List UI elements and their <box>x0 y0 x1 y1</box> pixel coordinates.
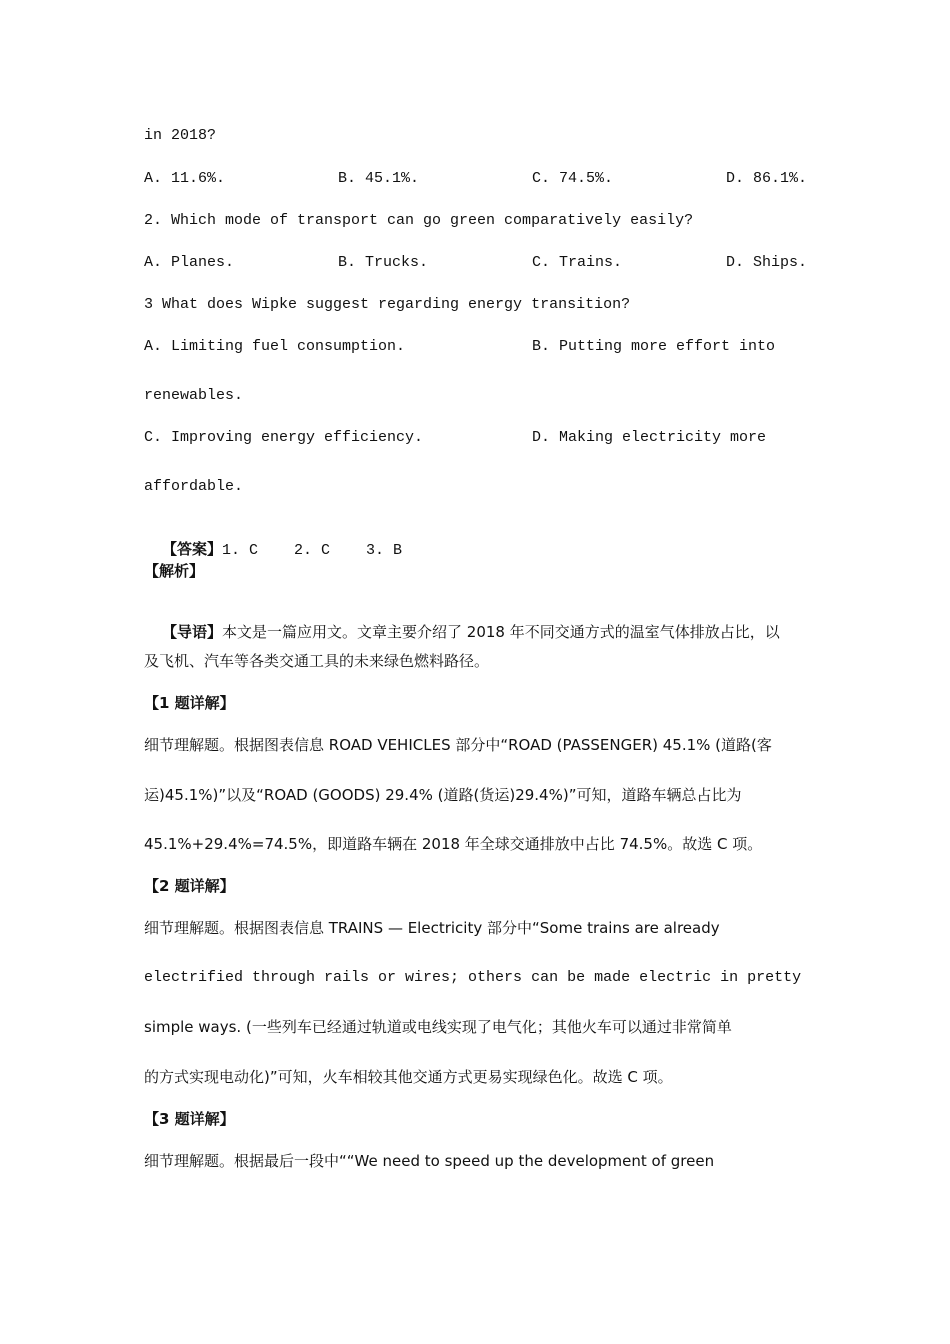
q3-option-b: B. Putting more effort into <box>532 338 776 355</box>
answer-text: 1. C 2. C 3. B <box>222 542 403 559</box>
question-1-stem-tail: in 2018? <box>144 127 217 144</box>
detail-3-line-1: 细节理解题。根据最后一段中““We need to speed up the development of green <box>144 1152 715 1170</box>
detail-2-line-3: simple ways. (一些列车已经通过轨道或电线实现了电气化；其他火车可以通过非常简单 <box>144 1018 732 1036</box>
answer-line <box>144 519 402 561</box>
analysis-label: 【解析】 <box>144 562 205 580</box>
detail-3-label: 【3 题详解】 <box>144 1110 235 1128</box>
q3-option-d-continuation: affordable. <box>144 478 244 495</box>
question-3-stem: 3 What does Wipke suggest regarding energy transition? <box>144 296 631 313</box>
detail-2-line-4: 的方式实现电动化)”可知，火车相较其他交通方式更易实现绿色化。故选 C 项。 <box>144 1068 673 1086</box>
q1-option-a: A. 11.6%. <box>144 170 226 187</box>
intro-text-1: 本文是一篇应用文。文章主要介绍了 2018 年不同交通方式的温室气体排放占比，以 <box>222 623 780 641</box>
q2-option-a: A. Planes. <box>144 254 235 271</box>
q1-option-b: B. 45.1%. <box>338 170 420 187</box>
q1-option-d: D. 86.1%. <box>726 170 808 187</box>
detail-2-line-1: 细节理解题。根据图表信息 TRAINS — Electricity 部分中“Some trains are already <box>144 919 720 937</box>
q3-option-c: C. Improving energy efficiency. <box>144 429 424 446</box>
q3-option-a: A. Limiting fuel consumption. <box>144 338 406 355</box>
q2-option-b: B. Trucks. <box>338 254 429 271</box>
q1-option-c: C. 74.5%. <box>532 170 614 187</box>
answer-label: 【答案】 <box>162 540 223 558</box>
q3-option-b-continuation: renewables. <box>144 387 244 404</box>
q2-option-d: D. Ships. <box>726 254 808 271</box>
detail-2-label: 【2 题详解】 <box>144 877 235 895</box>
detail-1-line-3: 45.1%+29.4%=74.5%，即道路车辆在 2018 年全球交通排放中占比 74.5%。故选 C 项。 <box>144 835 763 853</box>
detail-2-line-2: electrified through rails or wires; others can be made electric in pretty <box>144 969 802 986</box>
detail-1-label: 【1 题详解】 <box>144 694 235 712</box>
q3-option-d: D. Making electricity more <box>532 429 767 446</box>
detail-1-line-1: 细节理解题。根据图表信息 ROAD VEHICLES 部分中“ROAD (PASSENGER) 45.1% (道路(客 <box>144 736 772 754</box>
detail-1-line-2: 运)45.1%)”以及“ROAD (GOODS) 29.4% (道路(货运)29.4%)”可知，道路车辆总占比为 <box>144 786 742 804</box>
intro-label: 【导语】 <box>162 623 223 641</box>
intro-line-1 <box>144 602 780 644</box>
q2-option-c: C. Trains. <box>532 254 623 271</box>
intro-line-2: 及飞机、汽车等各类交通工具的未来绿色燃料路径。 <box>144 652 490 670</box>
question-2-stem: 2. Which mode of transport can go green comparatively easily? <box>144 212 694 229</box>
